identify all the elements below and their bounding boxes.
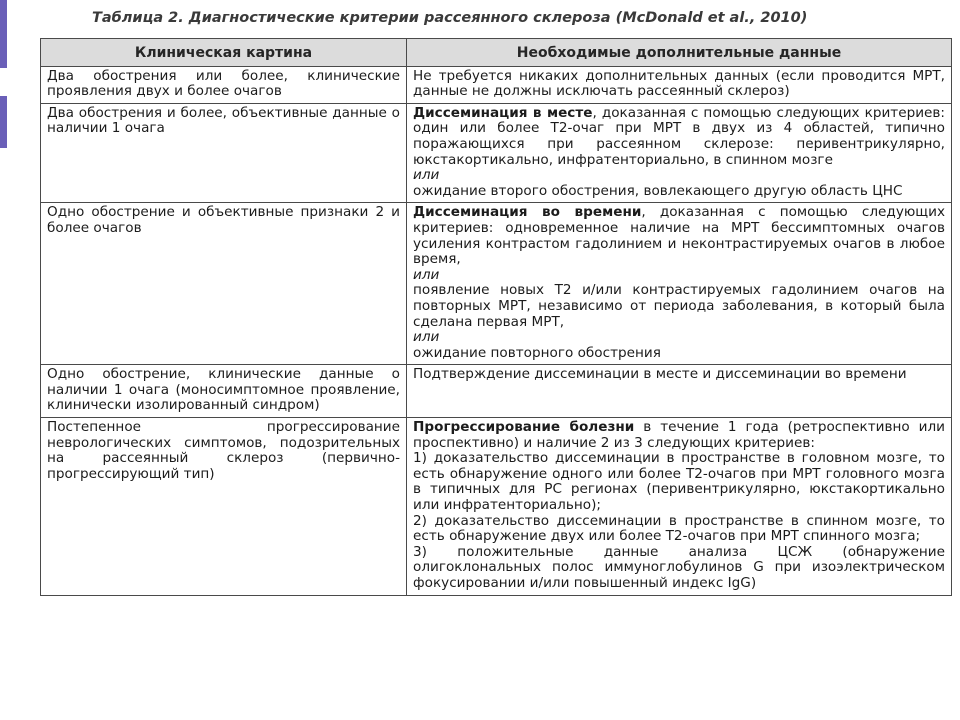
table-row	[41, 203, 952, 365]
row-4-additional: Подтверждение диссеминации в месте и диссеминации во времени	[407, 365, 952, 418]
table-row	[41, 103, 952, 203]
row-5-criterion-3: 3) положительные данные анализа ЦСЖ (обнаружение олигоклональных полос иммуноглобулинов G при изоэлектрическом фокусировании и/или повышенный индекс IgG)	[413, 543, 945, 591]
row-3-alt-text-2: ожидание повторного обострения	[413, 344, 661, 361]
row-2-lead-text: , доказанная с помощью следующих критериев: один или более T2-очаг при МРТ в двух из 4 областей, типично поражающихся при рассеянном склерозе: перивентрикулярно, юкстакортикально, инфратенториально, в спинном мозге	[413, 104, 945, 168]
row-2-or: или	[413, 167, 440, 184]
table-title: Таблица 2. Диагностические критерии рассеянного склероза (McDonald et al., 2010)	[92, 10, 808, 26]
row-4-clinical: Одно обострение, клинические данные о наличии 1 очага (моносимптомное проявление, клинически изолированный синдром)	[41, 365, 407, 418]
table-row	[41, 365, 952, 418]
row-5-criterion-2: 2) доказательство диссеминации в пространстве в спинном мозге, то есть обнаружение двух или более T2-очагов при МРТ спинного мозга;	[413, 512, 945, 545]
row-5-clinical: Постепенное прогрессирование неврологических симптомов, подозрительных на рассеянный склероз (первично-прогрессирующий тип)	[41, 418, 407, 596]
row-3-lead-text: , доказанная с помощью следующих критериев: одновременное наличие на МРТ бессимптомных очагов усиления контрастом гадолинием и неконтрастируемых очагов в любое время,	[413, 204, 945, 268]
row-3-or-2: или	[413, 329, 440, 346]
row-2-alt-text: ожидание второго обострения, вовлекающего другую область ЦНС	[413, 182, 903, 199]
table-row	[41, 66, 952, 103]
table-header-row	[41, 39, 952, 67]
row-2-bold-term: Диссеминация в месте	[413, 104, 593, 121]
row-2-clinical: Два обострения и более, объективные данные о наличии 1 очага	[41, 103, 407, 203]
header-additional: Необходимые дополнительные данные	[407, 39, 952, 67]
table-row	[41, 418, 952, 596]
row-3-or-1: или	[413, 266, 440, 283]
row-1-clinical: Два обострения или более, клинические проявления двух и более очагов	[41, 66, 407, 103]
row-5-additional	[407, 418, 952, 596]
slide-accent-bar-top	[0, 0, 7, 68]
header-clinical: Клиническая картина	[41, 39, 407, 67]
row-3-additional	[407, 203, 952, 365]
row-3-bold-term: Диссеминация во времени	[413, 204, 642, 221]
row-2-additional	[407, 103, 952, 203]
row-5-bold-term: Прогрессирование болезни	[413, 419, 635, 436]
row-5-criterion-1: 1) доказательство диссеминации в пространстве в головном мозге, то есть обнаружение одного или более T2-очагов при МРТ головного мозга в типичных для РС регионах (перивентрикулярно, юкстакортикально или инфратенториально);	[413, 450, 945, 514]
row-3-clinical: Одно обострение и объективные признаки 2 и более очагов	[41, 203, 407, 365]
criteria-table	[40, 38, 952, 596]
row-1-additional: Не требуется никаких дополнительных данных (если проводится МРТ, данные не должны исключать рассеянный склероз)	[407, 66, 952, 103]
slide-accent-bar-mid	[0, 96, 7, 148]
row-5-lead-text: в течение 1 года (ретроспективно или проспективно) и наличие 2 из 3 следующих критериев:	[413, 419, 945, 451]
row-3-alt-text-1: появление новых T2 и/или контрастируемых гадолинием очагов на повторных МРТ, независимо от периода заболевания, в который была сделана первая МРТ,	[413, 282, 945, 330]
